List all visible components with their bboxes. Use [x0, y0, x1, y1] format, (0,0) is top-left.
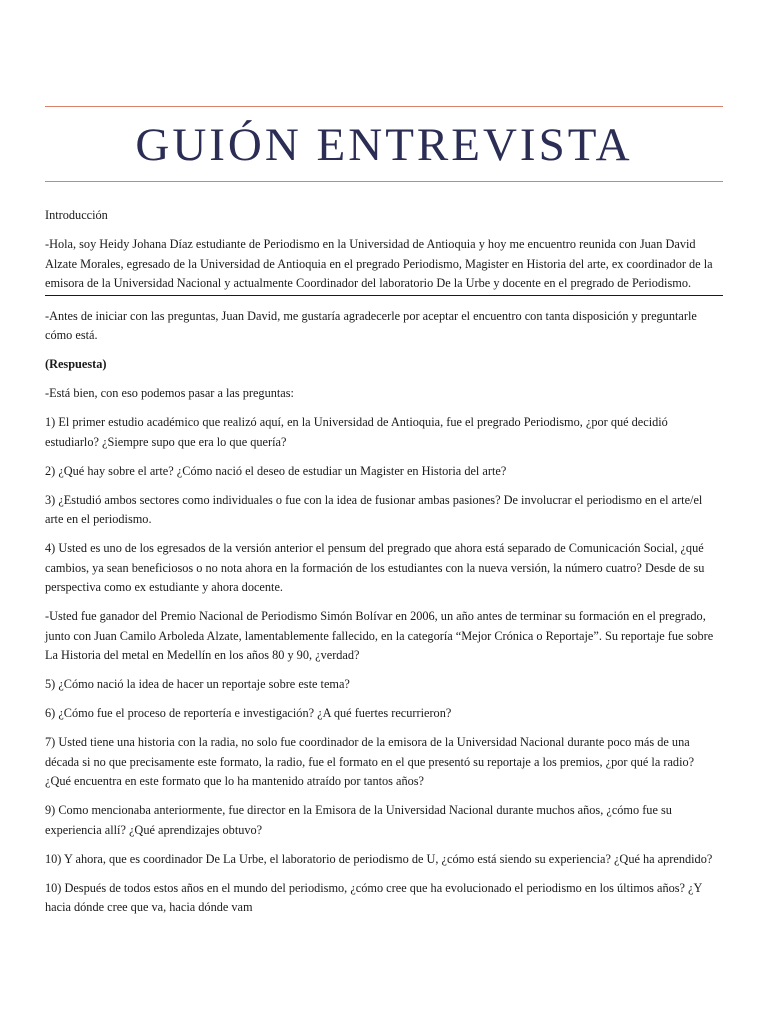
section-heading-introduction: Introducción: [45, 208, 108, 222]
question-1: 1) El primer estudio académico que realizó aquí, en la Universidad de Antioquia, fue el pregrado Periodismo, ¿por qué decidió estudiarlo? ¿Siempre supo que era lo que quería?: [45, 415, 668, 449]
document-body: [45, 206, 723, 927]
question-10a: 10) Y ahora, que es coordinador De La Urbe, el laboratorio de periodismo de U, ¿cómo está siendo su experiencia? ¿Qué ha aprendido?: [45, 851, 713, 866]
transition-paragraph: -Está bien, con eso podemos pasar a las preguntas:: [45, 386, 294, 400]
question-2: 2) ¿Qué hay sobre el arte? ¿Cómo nació el deseo de estudiar un Magister en Historia del arte?: [45, 463, 507, 478]
greeting-paragraph: -Antes de iniciar con las preguntas, Juan David, me gustaría agradecerle por aceptar el encuentro con tanta disposición y preguntarle cómo está.: [45, 308, 697, 342]
introduction-paragraph: -Hola, soy Heidy Johana Díaz estudiante de Periodismo en la Universidad de Antioquia y hoy me encuentro reunida con Juan David Alzate Morales, egresado de la Universidad de Antioquia en el pregrado Periodismo, Magister en Historia del arte, ex coordinador de la emisora de la Universidad Nacional y actualmente Coordinador del laboratorio De la Urbe y docente en el pregrado de Periodismo.: [45, 235, 723, 296]
question-7: 7) Usted tiene una historia con la radia, no solo fue coordinador de la emisora de la Universidad Nacional durante poco más de una década si no que precisamente este formato, la radio, fue el formato en el que presentó su reportaje a los premios, ¿por qué la radio? ¿Qué encuentra en este formato que lo ha mantenido atraído por tantos años?: [45, 735, 695, 788]
question-5: 5) ¿Cómo nació la idea de hacer un reportaje sobre este tema?: [45, 677, 350, 691]
question-4: 4) Usted es uno de los egresados de la versión anterior el pensum del pregrado que ahora está separado de Comunicación Social, ¿qué cambios, ya sean beneficiosos o no nota ahora en la formación de los estudiantes con la nueva versión, la número cuatro? Desde de su perspectiva como ex estudiante y ahora docente.: [45, 541, 705, 594]
question-6: 6) ¿Cómo fue el proceso de reportería e investigación? ¿A qué fuertes recurrieron?: [45, 706, 452, 720]
question-10b: 10) Después de todos estos años en el mundo del periodismo, ¿cómo cree que ha evolucionado el periodismo en los últimos años? ¿Y hacia dónde cree que va, hacia dónde vam: [45, 880, 702, 914]
award-paragraph: -Usted fue ganador del Premio Nacional de Periodismo Simón Bolívar en 2006, un año antes de terminar su formación en el pregrado, junto con Juan Camilo Arboleda Alzate, lamentablemente fallecido, en la categoría “Mejor Crónica o Reportaje”. Su reportaje fue sobre La Historia del metal en Medellín en los años 80 y 90, ¿verdad?: [45, 609, 714, 662]
question-3: 3) ¿Estudió ambos sectores como individuales o fue con la idea de fusionar ambas pasiones? De involucrar el periodismo en el arte/el arte en el periodismo.: [45, 492, 703, 526]
title-bottom-rule: [45, 181, 723, 182]
response-marker: (Respuesta): [45, 357, 107, 371]
title-top-rule: [45, 106, 723, 107]
question-9: 9) Como mencionaba anteriormente, fue director en la Emisora de la Universidad Nacional durante muchos años, ¿cómo fue su experiencia allí? ¿Qué aprendizajes obtuvo?: [45, 803, 672, 837]
document-title: GUIÓN ENTREVISTA: [135, 119, 633, 171]
